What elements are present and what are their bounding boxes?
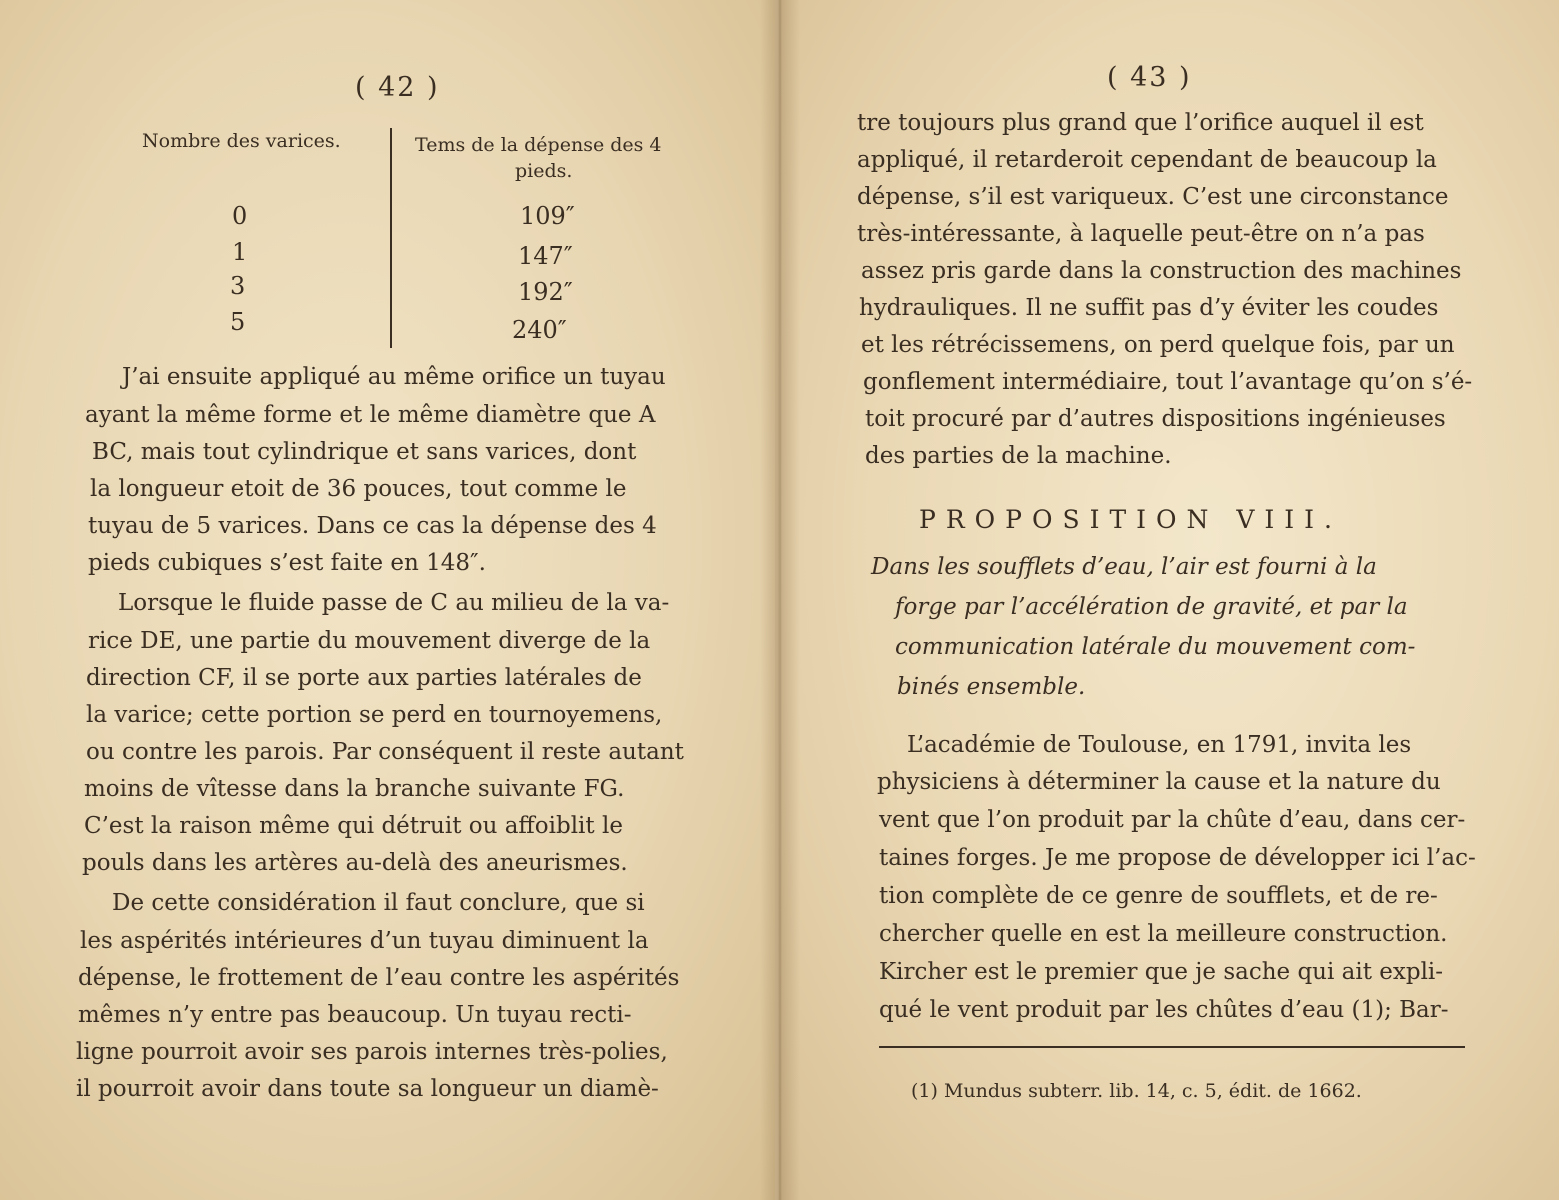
text-line: taines forges. Je me propose de développer ici l’ac- (879, 845, 1476, 871)
text-line: Dans les soufflets d’eau, l’air est fourni à la (871, 554, 1377, 580)
text-line: moins de vîtesse dans la branche suivante FG. (84, 776, 625, 802)
table-header-count: Nombre des varices. (142, 130, 341, 152)
text-line: toit procuré par d’autres dispositions ingénieuses (865, 406, 1446, 432)
text-line: pouls dans les artères au-delà des aneurismes. (82, 850, 628, 876)
text-line: Kircher est le premier que je sache qui ait expli- (879, 959, 1444, 985)
text-line: communication latérale du mouvement com- (895, 634, 1416, 660)
book-gutter (760, 0, 800, 1200)
text-line: binés ensemble. (897, 674, 1086, 700)
text-line: De cette considération il faut conclure, que si (112, 890, 645, 916)
text-line: chercher quelle en est la meilleure construction. (879, 921, 1448, 947)
text-line: appliqué, il retarderoit cependant de beaucoup la (857, 147, 1437, 173)
table-cell-time: 109″ (520, 202, 575, 230)
text-line: ayant la même forme et le même diamètre que A (85, 402, 656, 428)
text-line: Lorsque le fluide passe de C au milieu de la va- (118, 590, 670, 616)
text-line: mêmes n’y entre pas beaucoup. Un tuyau recti- (78, 1002, 632, 1028)
table-cell-time: 147″ (518, 242, 573, 270)
text-line: les aspérités intérieures d’un tuyau diminuent la (80, 928, 649, 954)
text-line: il pourroit avoir dans toute sa longueur un diamè- (76, 1076, 659, 1102)
text-line: hydrauliques. Il ne suffit pas d’y éviter les coudes (859, 295, 1439, 321)
text-line: L’académie de Toulouse, en 1791, invita les (907, 732, 1412, 758)
table-cell-time: 240″ (512, 316, 567, 344)
text-line: forge par l’accélération de gravité, et par la (895, 594, 1408, 620)
text-line: des parties de la machine. (865, 443, 1172, 469)
text-line: ligne pourroit avoir ses parois internes très-polies, (76, 1039, 668, 1065)
table-header-time-line1: Tems de la dépense des 4 (415, 134, 662, 156)
table-cell-count: 0 (232, 202, 248, 230)
table-cell-time: 192″ (518, 278, 573, 306)
page-number: ( 43 ) (1107, 62, 1192, 93)
text-line: assez pris garde dans la construction des machines (861, 258, 1462, 284)
text-line: vent que l’on produit par la chûte d’eau, dans cer- (879, 807, 1466, 833)
text-line: et les rétrécissemens, on perd quelque fois, par un (861, 332, 1455, 358)
text-line: la longueur etoit de 36 pouces, tout comme le (90, 476, 627, 502)
table-cell-count: 3 (230, 272, 246, 300)
text-line: pieds cubiques s’est faite en 148″. (88, 550, 486, 576)
left-page (0, 0, 775, 1200)
text-line: direction CF, il se porte aux parties latérales de (86, 665, 642, 691)
footnote-rule (879, 1046, 1465, 1048)
text-line: C’est la raison même qui détruit ou affoiblit le (84, 813, 623, 839)
proposition-heading: PROPOSITION VIII. (919, 505, 1342, 534)
text-line: très-intéressante, à laquelle peut-être on n’a pas (857, 221, 1425, 247)
table-divider (390, 128, 392, 348)
text-line: rice DE, une partie du mouvement diverge de la (88, 628, 651, 654)
text-line: tion complète de ce genre de soufflets, et de re- (879, 883, 1438, 909)
text-line: gonflement intermédiaire, tout l’avantage qu’on s’é- (863, 369, 1473, 395)
text-line: physiciens à déterminer la cause et la nature du (877, 769, 1441, 795)
text-line: qué le vent produit par les chûtes d’eau (1); Bar- (879, 997, 1449, 1023)
text-line: tre toujours plus grand que l’orifice auquel il est (857, 110, 1424, 136)
page-number: ( 42 ) (355, 72, 440, 103)
right-page (779, 0, 1559, 1200)
text-line: J’ai ensuite appliqué au même orifice un tuyau (122, 364, 666, 390)
text-line: dépense, le frottement de l’eau contre les aspérités (78, 965, 680, 991)
footnote: (1) Mundus subterr. lib. 14, c. 5, édit. de 1662. (911, 1080, 1362, 1102)
table-header-time-line2: pieds. (515, 160, 573, 182)
table-cell-count: 1 (232, 238, 248, 266)
text-line: dépense, s’il est variqueux. C’est une circonstance (857, 184, 1449, 210)
text-line: tuyau de 5 varices. Dans ce cas la dépense des 4 (88, 513, 657, 539)
text-line: BC, mais tout cylindrique et sans varices, dont (92, 439, 637, 465)
text-line: la varice; cette portion se perd en tournoyemens, (86, 702, 663, 728)
table-cell-count: 5 (230, 308, 246, 336)
text-line: ou contre les parois. Par conséquent il reste autant (86, 739, 684, 765)
